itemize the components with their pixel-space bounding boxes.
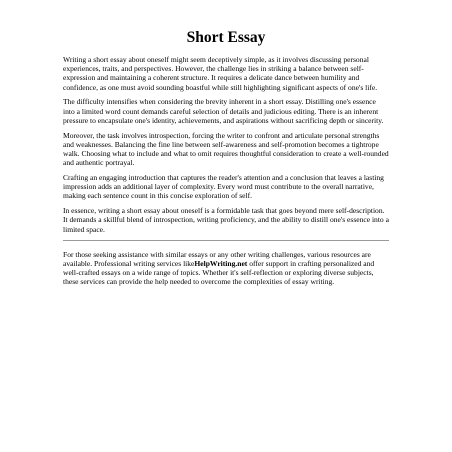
footer-text-after: offer support in crafting personalized and well-crafted essays on a wide range of topics. Whether it's self-reflection or exploring diverse subjects, these services can provide the help needed to overcome the complexities of essay writing. xyxy=(63,259,375,287)
brand-name: HelpWriting.net xyxy=(194,259,248,269)
section-divider xyxy=(63,240,389,241)
footer-text-before: For those seeking assistance with similar essays or any other writing challenges, various resources are available. Professional writing services like xyxy=(63,249,371,269)
document-title: Short Essay xyxy=(186,29,266,46)
paragraph-4: Crafting an engaging introduction that captures the reader's attention and a conclusion that leaves a lasting impression adds an additional layer of complexity. Every word must contribute to the overall narrative, making each sentence count in this concise exploration of self. xyxy=(63,173,384,201)
paragraph-3: Moreover, the task involves introspection, forcing the writer to confront and articulate personal strengths and weaknesses. Balancing the fine line between self-awareness and self-promotion becomes a tightrope walk. Choosing what to include and what to omit requires thoughtful consideration to create a well-rounded and authentic portrayal. xyxy=(63,130,389,168)
paragraph-5: In essence, writing a short essay about oneself is a formidable task that goes beyond mere self-description. It demands a skillful blend of introspection, writing proficiency, and the ability to distill one's essence into a limited space. xyxy=(63,206,389,234)
footer-paragraph xyxy=(63,250,389,287)
essay-body xyxy=(63,55,389,292)
paragraph-2: The difficulty intensifies when considering the brevity inherent in a short essay. Distilling one's essence into a limited word count demands careful selection of details and judicious editing. There is an inherent pressure to encapsulate one's identity, achievements, and aspirations without sacrificing depth or sincerity. xyxy=(63,97,384,125)
paragraph-1: Writing a short essay about oneself might seem deceptively simple, as it involves discussing personal experiences, traits, and perspectives. However, the challenge lies in striking a balance between self-expression and maintaining a coherent structure. It requires a delicate dance between humility and confidence, as one must avoid sounding boastful while still highlighting significant aspects of one's life. xyxy=(63,55,378,92)
